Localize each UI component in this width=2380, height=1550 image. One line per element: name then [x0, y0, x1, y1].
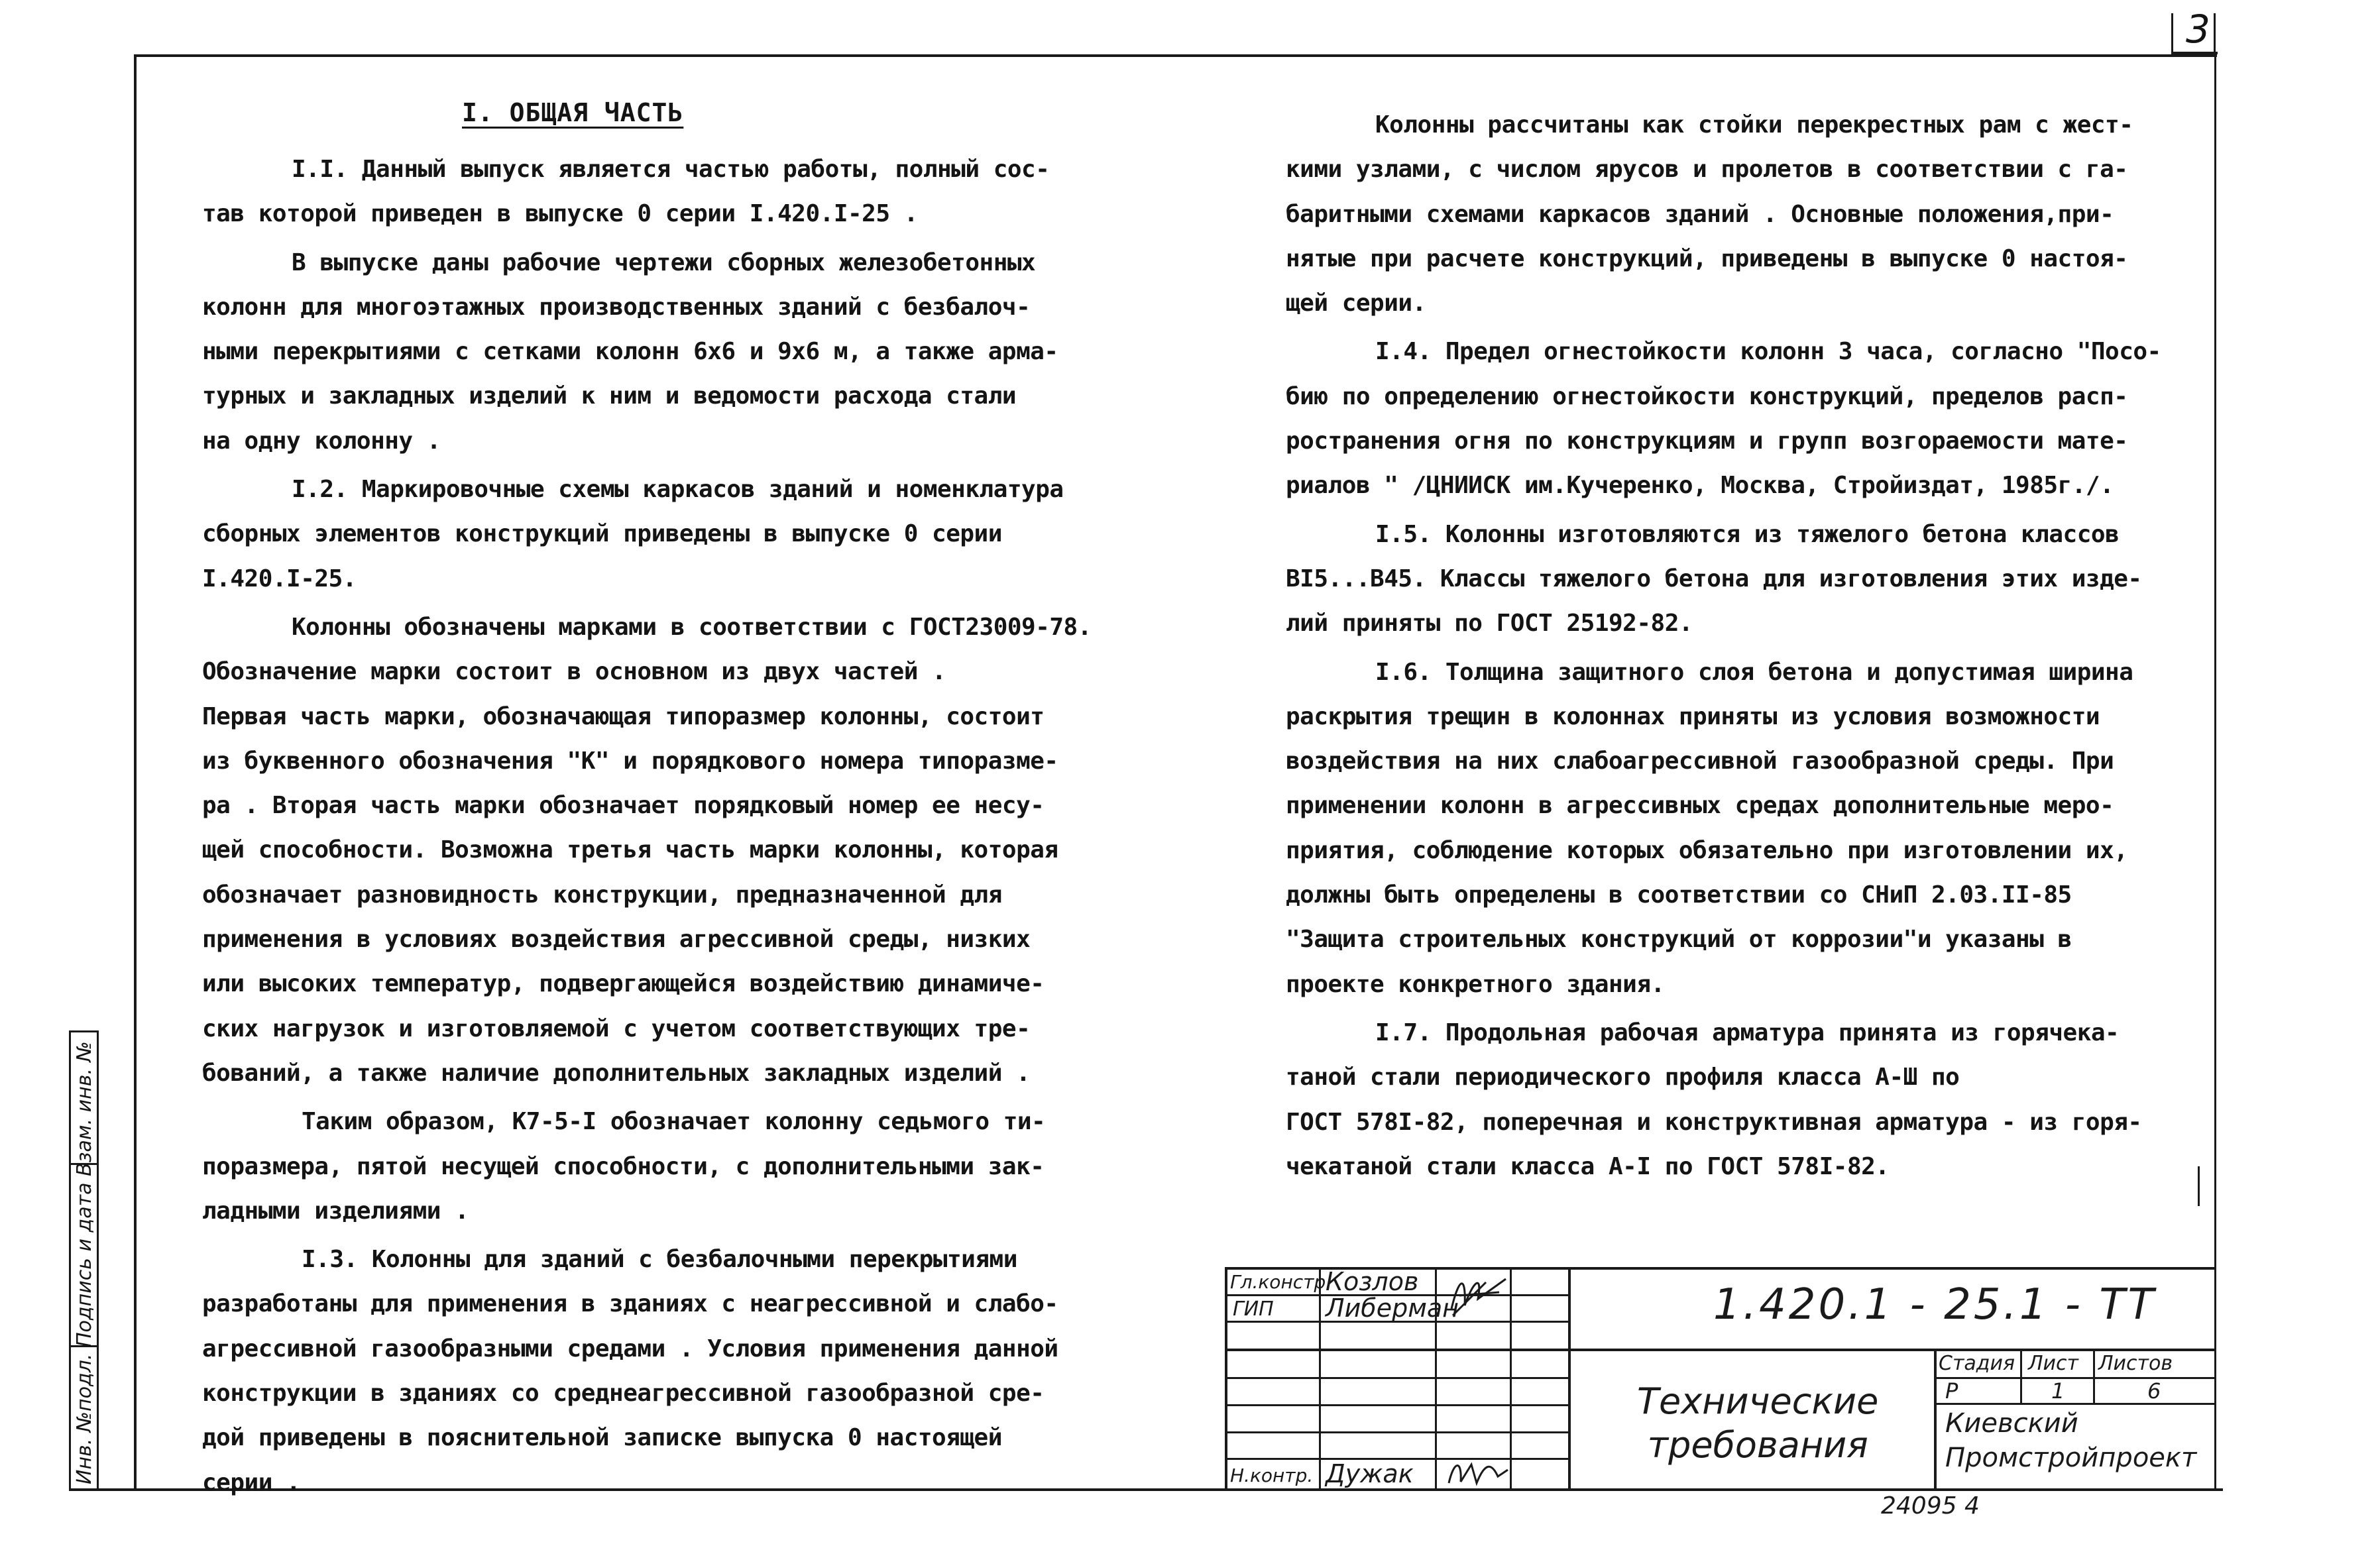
tb-role: ГИП [1233, 1298, 1274, 1321]
tb-sheet-value: 1 [2051, 1378, 2065, 1404]
left-text-column [202, 147, 1104, 1509]
tb-vline [1225, 1267, 1227, 1490]
margin-stamp-line [69, 1030, 71, 1491]
frame-tick [2198, 1166, 2200, 1206]
tb-sheets-value: 6 [2147, 1378, 2161, 1404]
tb-vline [1319, 1267, 1321, 1490]
frame-top-right-segment [2171, 52, 2218, 54]
paragraph: I.7. Продольная рабочая арматура принята из горячека- таной стали периодического профиля класса А-Ш по ГОСТ 578I-82, поперечная и конструктивная арматура - из горя- чекатаной стали класса А-I по ГОСТ 578I-82. [1286, 1019, 2142, 1180]
tb-name: Дужак [1326, 1459, 1414, 1488]
paragraph: Таким образом, К7-5-I обозначает колонну седьмого ти- поразмера, пятой несущей способности, с дополнительными зак- ладными изделиями . [202, 1108, 1046, 1225]
tb-sheets-label: Листов [2098, 1352, 2173, 1375]
tb-role: Гл.констр. [1230, 1271, 1332, 1293]
signature-mark [1445, 1457, 1511, 1490]
tb-role: Н.контр. [1230, 1465, 1314, 1486]
tb-stage-value: Р [1945, 1378, 1958, 1404]
paragraph: I.4. Предел огнестойкости колонн 3 часа, согласно "Посо- бию по определению огнестойкости конструкций, пределов расп- ространения огня по конструкциям и групп возгораемости мате- риалов " /ЦНИИСК им.Кучеренко, Москва, Стройиздат, 1985г./. [1286, 338, 2161, 500]
tb-line [1225, 1404, 1569, 1406]
tb-line [1934, 1377, 2216, 1379]
page-number-box-line-right [2214, 13, 2216, 54]
paragraph: Колонны рассчитаны как стойки перекрестных рам с жест- кими узлами, с числом ярусов и пролетов в соответствии с га- баритными схемами каркасов зданий . Основные положения,при- нятые при расчете конструкций, приведены в выпуске 0 настоя- щей серии. [1286, 111, 2133, 317]
organization-name: Киевский Промстройпроект [1945, 1408, 2197, 1473]
paragraph: В выпуске даны рабочие чертежи сборных железобетонных колонн для многоэтажных производственных зданий с безбалоч- ными перекрытиями с сетками колонн 6х6 и 9х6 м, а также арма- турных и закладных изделий к ним и ведомости расхода стали на одну колонну . [202, 249, 1058, 455]
tb-vline [2020, 1349, 2022, 1404]
margin-stamp-line [69, 1030, 99, 1032]
tb-name: Либерман [1326, 1294, 1459, 1323]
page-number: 3 [2186, 7, 2210, 52]
frame-right-border [2214, 52, 2216, 1490]
tb-sheet-label: Лист [2028, 1352, 2079, 1375]
page-number-box-line [2171, 13, 2173, 54]
tb-line [1934, 1403, 2216, 1405]
paragraph: I.3. Колонны для зданий с безбалочными перекрытиями разработаны для применения в зданиях с неагрессивной и слабо- агрессивной газообразными средами . Условия применения данной конструкции в зданиях со среднеагрессивной газообразной сре- дой приведены в пояснительной записке выпуска 0 настоящей серии . [202, 1246, 1058, 1496]
tb-vline [1934, 1349, 1937, 1490]
paragraph: I.I. Данный выпуск является частью работы, полный сос- тав которой приведен в выпуске 0 серии I.420.I-25 . [202, 156, 1050, 228]
sheet-title: Технические требования [1637, 1380, 1879, 1466]
signature-mark [1446, 1269, 1512, 1322]
frame-top-border [136, 54, 2217, 57]
archive-number: 24095 4 [1881, 1492, 1980, 1520]
margin-stamp-text: Инв. №подл. Подпись и дата Взам. инв. № [73, 1041, 96, 1484]
paragraph: Колонны обозначены марками в соответствии с ГОСТ23009-78. Обозначение марки состоит в основном из двух частей . [202, 613, 1092, 686]
tb-vline [2093, 1349, 2095, 1404]
paragraph: Первая часть марки, обозначающая типоразмер колонны, состоит из буквенного обозначения "К" и порядкового номера типоразме- ра . Вторая часть марки обозначает порядковый номер ее несу- щей способности. Возможна третья часть марки колонны, которая обозначает разновидность конструкции, предназначенной для применения в условиях воздействия агрессивной среды, низких или высоких температур, подвергающейся воздействию динамиче- ских нагрузок и изготовляемой с учетом соответствующих тре- бований, а также наличие дополнительных закладных изделий . [202, 702, 1058, 1087]
tb-vline [1568, 1267, 1571, 1490]
paragraph: I.5. Колонны изготовляются из тяжелого бетона классов ВI5...В45. Классы тяжелого бетона для изготовления этих изде- лий приняты по ГОСТ 25192-82. [1286, 520, 2142, 637]
margin-stamp-line [97, 1030, 99, 1491]
frame-left-border [134, 54, 137, 1489]
tb-line [1225, 1377, 1569, 1379]
section-heading: I. ОБЩАЯ ЧАСТЬ [462, 98, 684, 127]
tb-line [1225, 1431, 1569, 1433]
tb-name: Козлов [1326, 1267, 1419, 1296]
paragraph: I.6. Толщина защитного слоя бетона и допустимая ширина раскрытия трещин в колоннах приняты из условия возможности воздействия на них слабоагрессивной газообразной среды. При применении колонн в агрессивных средах дополнительные меро- приятия, соблюдение которых обязательно при изготовлении их, должны быть определены в соответствии со СНиП 2.03.II-85 "Защита строительных конструкций от коррозии"и указаны в проекте конкретного здания. [1286, 658, 2133, 998]
tb-line [1225, 1349, 2216, 1351]
right-text-column [1286, 103, 2167, 1193]
drawing-designation: 1.420.1 - 25.1 - ТТ [1713, 1280, 2157, 1329]
paragraph: I.2. Маркировочные схемы каркасов зданий и номенклатура сборных элементов конструкций приведены в выпуске 0 серии I.420.I-25. [202, 476, 1064, 592]
tb-stage-label: Стадия [1939, 1352, 2015, 1375]
